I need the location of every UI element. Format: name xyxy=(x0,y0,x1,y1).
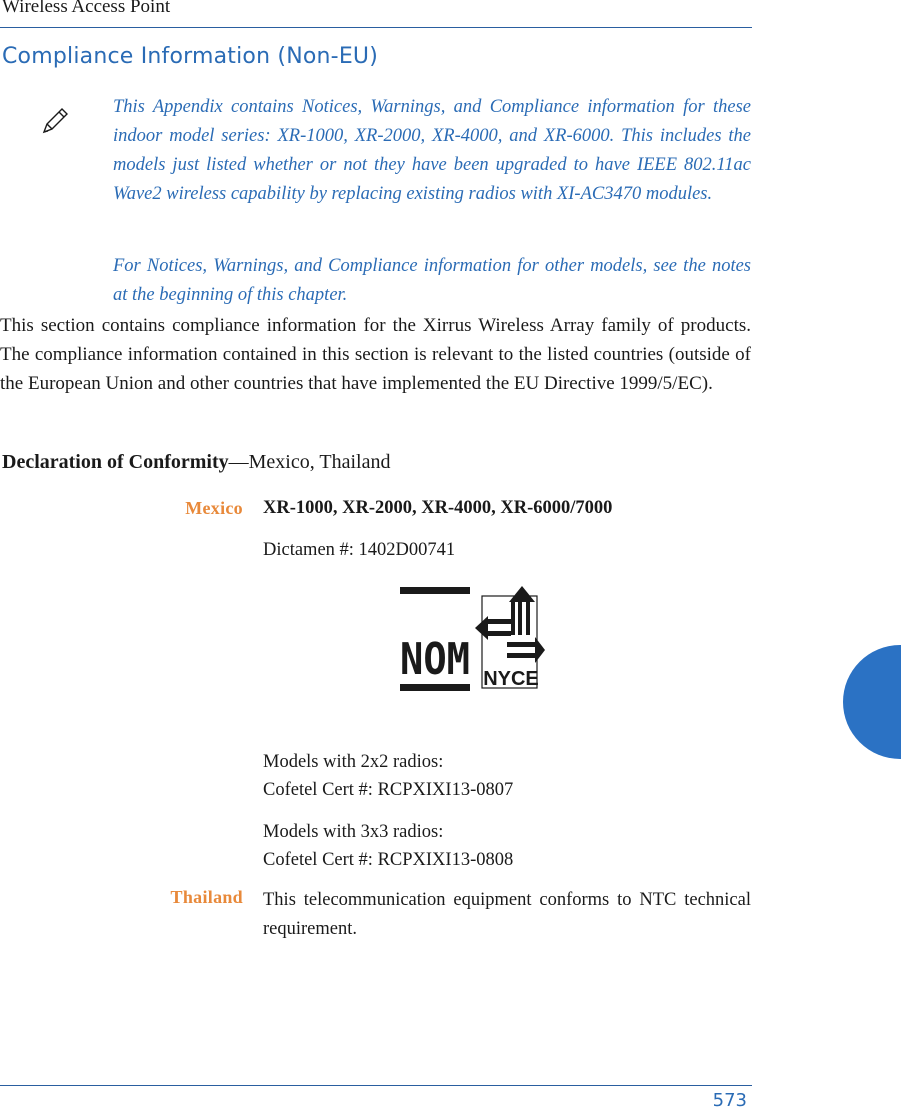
declaration-heading xyxy=(2,451,390,474)
thailand-text: This telecommunication equipment conforms to NTC technical requirement. xyxy=(263,890,751,939)
models-2x2-label: Models with 2x2 radios: xyxy=(263,752,444,772)
models-3x3-cert: Cofetel Cert #: RCPXIXI13-0808 xyxy=(263,850,514,870)
section-title: Compliance Information (Non-EU) xyxy=(2,44,378,69)
mexico-models: XR-1000, XR-2000, XR-4000, XR-6000/7000 xyxy=(263,498,613,518)
page-number: 573 xyxy=(712,1090,747,1111)
nom-nyce-logo xyxy=(397,585,547,693)
nyce-logo-text: NYCE xyxy=(483,668,539,690)
running-header: Wireless Access Point xyxy=(2,0,171,17)
note-paragraph-2: For Notices, Warnings, and Compliance information for other models, see the notes at the beginning of this chapter. xyxy=(113,256,751,305)
label-mexico: Mexico xyxy=(185,498,243,518)
models-2x2-cert: Cofetel Cert #: RCPXIXI13-0807 xyxy=(263,780,514,800)
models-3x3-label: Models with 3x3 radios: xyxy=(263,822,444,842)
footer-rule xyxy=(0,1085,752,1086)
nom-logo-text: NOM xyxy=(400,634,470,685)
declaration-heading-bold: Declaration of Conformity xyxy=(2,451,229,473)
declaration-heading-rest: —Mexico, Thailand xyxy=(228,451,391,473)
note-paragraph-1: This Appendix contains Notices, Warnings, and Compliance information for these indoor model series: XR-1000, XR-2000, XR-4000, and XR-6000. This includes the models just listed whether or not they have been upgraded to have IEEE 802.11ac Wave2 wireless capability by replacing existing radios with XI-AC3470 modules. xyxy=(113,97,751,204)
label-thailand: Thailand xyxy=(170,887,243,907)
body-paragraph: This section contains compliance information for the Xirrus Wireless Array family of products. The compliance information contained in this section is relevant to the listed countries (outside of the European Union and other countries that have implemented the EU Directive 1999/5/EC). xyxy=(0,315,751,394)
mexico-dictamen: Dictamen #: 1402D00741 xyxy=(263,540,456,560)
pencil-note-icon xyxy=(40,106,70,136)
header-rule xyxy=(0,27,752,28)
chapter-side-tab xyxy=(843,645,901,759)
